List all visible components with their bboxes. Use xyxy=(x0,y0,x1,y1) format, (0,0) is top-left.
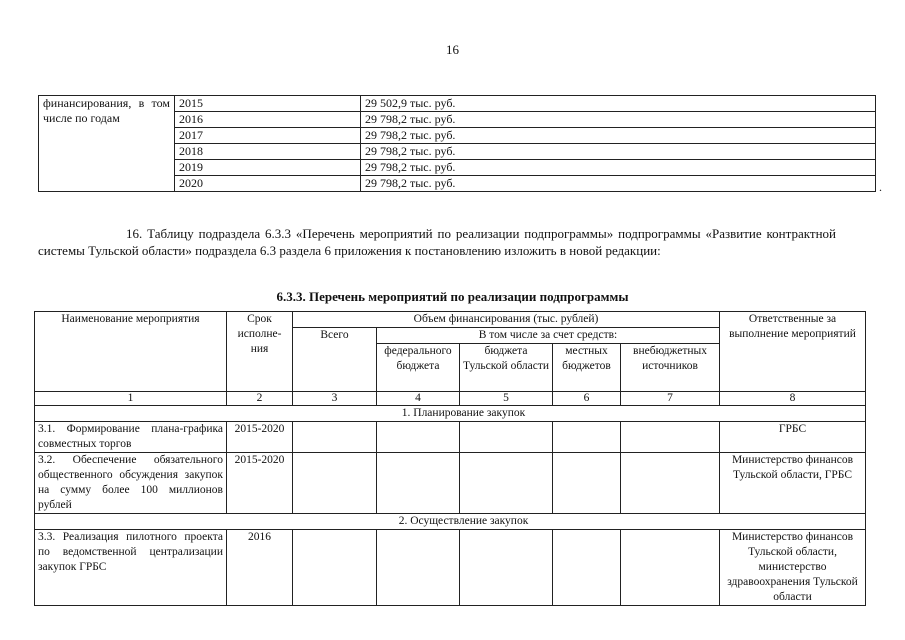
column-number: 5 xyxy=(460,392,553,406)
year-cell: 2015 xyxy=(175,96,361,112)
activity-responsible: ГРБС xyxy=(720,422,866,453)
empty-cell xyxy=(553,453,621,514)
section-row xyxy=(35,406,866,422)
header-total: Всего xyxy=(293,328,377,392)
activities-table xyxy=(34,311,866,606)
table-row xyxy=(35,530,866,606)
header-term: Срок исполне-ния xyxy=(227,312,293,392)
column-number: 4 xyxy=(377,392,460,406)
amount-cell: 29 502,9 тыс. руб. xyxy=(361,96,876,112)
column-number: 7 xyxy=(621,392,720,406)
empty-cell xyxy=(293,530,377,606)
empty-cell xyxy=(460,530,553,606)
header-local: местных бюджетов xyxy=(553,344,621,392)
activity-term: 2015-2020 xyxy=(227,422,293,453)
column-number: 2 xyxy=(227,392,293,406)
activity-responsible: Министерство финансов Тульской области, ГРБС xyxy=(720,453,866,514)
table-row xyxy=(35,422,866,453)
table-row xyxy=(35,453,866,514)
amount-cell: 29 798,2 тыс. руб. xyxy=(361,128,876,144)
activity-term: 2016 xyxy=(227,530,293,606)
empty-cell xyxy=(621,422,720,453)
section-row xyxy=(35,514,866,530)
year-cell: 2017 xyxy=(175,128,361,144)
page-number: 16 xyxy=(446,42,459,57)
header-row xyxy=(35,312,866,328)
activity-name: 3.2. Обеспечение обязательного общественного обсуждения закупок на сумму более 100 миллионов рублей xyxy=(35,453,227,514)
section-label: 2. Осуществление закупок xyxy=(35,514,866,530)
section-label: 1. Планирование закупок xyxy=(35,406,866,422)
instruction-paragraph: 16. Таблицу подраздела 6.3.3 «Перечень мероприятий по реализации подпрограммы» подпрограммы «Развитие контрактной системы Тульской области» подраздела 6.3 раздела 6 приложения к постановлению изложить в новой редакции: xyxy=(38,226,836,258)
empty-cell xyxy=(293,453,377,514)
amount-cell: 29 798,2 тыс. руб. xyxy=(361,112,876,128)
header-responsible: Ответственные за выполнение мероприятий xyxy=(720,312,866,392)
financing-by-year-table xyxy=(38,95,876,192)
year-cell: 2016 xyxy=(175,112,361,128)
empty-cell xyxy=(621,530,720,606)
header-volume: Объем финансирования (тыс. рублей) xyxy=(293,312,720,328)
activity-term: 2015-2020 xyxy=(227,453,293,514)
header-federal: федерального бюджета xyxy=(377,344,460,392)
empty-cell xyxy=(460,422,553,453)
financing-label: финансирования, в том числе по годам xyxy=(39,96,175,192)
empty-cell xyxy=(460,453,553,514)
year-cell: 2018 xyxy=(175,144,361,160)
header-including: В том числе за счет средств: xyxy=(377,328,720,344)
column-number-row xyxy=(35,392,866,406)
activity-name: 3.1. Формирование плана-графика совместных торгов xyxy=(35,422,227,453)
empty-cell xyxy=(553,422,621,453)
trailing-mark: . xyxy=(879,180,882,194)
empty-cell xyxy=(377,453,460,514)
section-title: 6.3.3. Перечень мероприятий по реализации подпрограммы xyxy=(276,289,629,304)
column-number: 3 xyxy=(293,392,377,406)
empty-cell xyxy=(377,530,460,606)
column-number: 8 xyxy=(720,392,866,406)
header-name: Наименование мероприятия xyxy=(35,312,227,392)
activity-responsible: Министерство финансов Тульской области, министерство здравоохранения Тульской области xyxy=(720,530,866,606)
year-cell: 2020 xyxy=(175,176,361,192)
activity-name: 3.3. Реализация пилотного проекта по ведомственной централизации закупок ГРБС xyxy=(35,530,227,606)
year-cell: 2019 xyxy=(175,160,361,176)
column-number: 6 xyxy=(553,392,621,406)
column-number: 1 xyxy=(35,392,227,406)
amount-cell: 29 798,2 тыс. руб. xyxy=(361,176,876,192)
empty-cell xyxy=(293,422,377,453)
amount-cell: 29 798,2 тыс. руб. xyxy=(361,144,876,160)
table-row xyxy=(39,96,876,112)
empty-cell xyxy=(377,422,460,453)
amount-cell: 29 798,2 тыс. руб. xyxy=(361,160,876,176)
header-regional: бюджета Тульской области xyxy=(460,344,553,392)
empty-cell xyxy=(621,453,720,514)
header-extra: внебюджетных источников xyxy=(621,344,720,392)
empty-cell xyxy=(553,530,621,606)
